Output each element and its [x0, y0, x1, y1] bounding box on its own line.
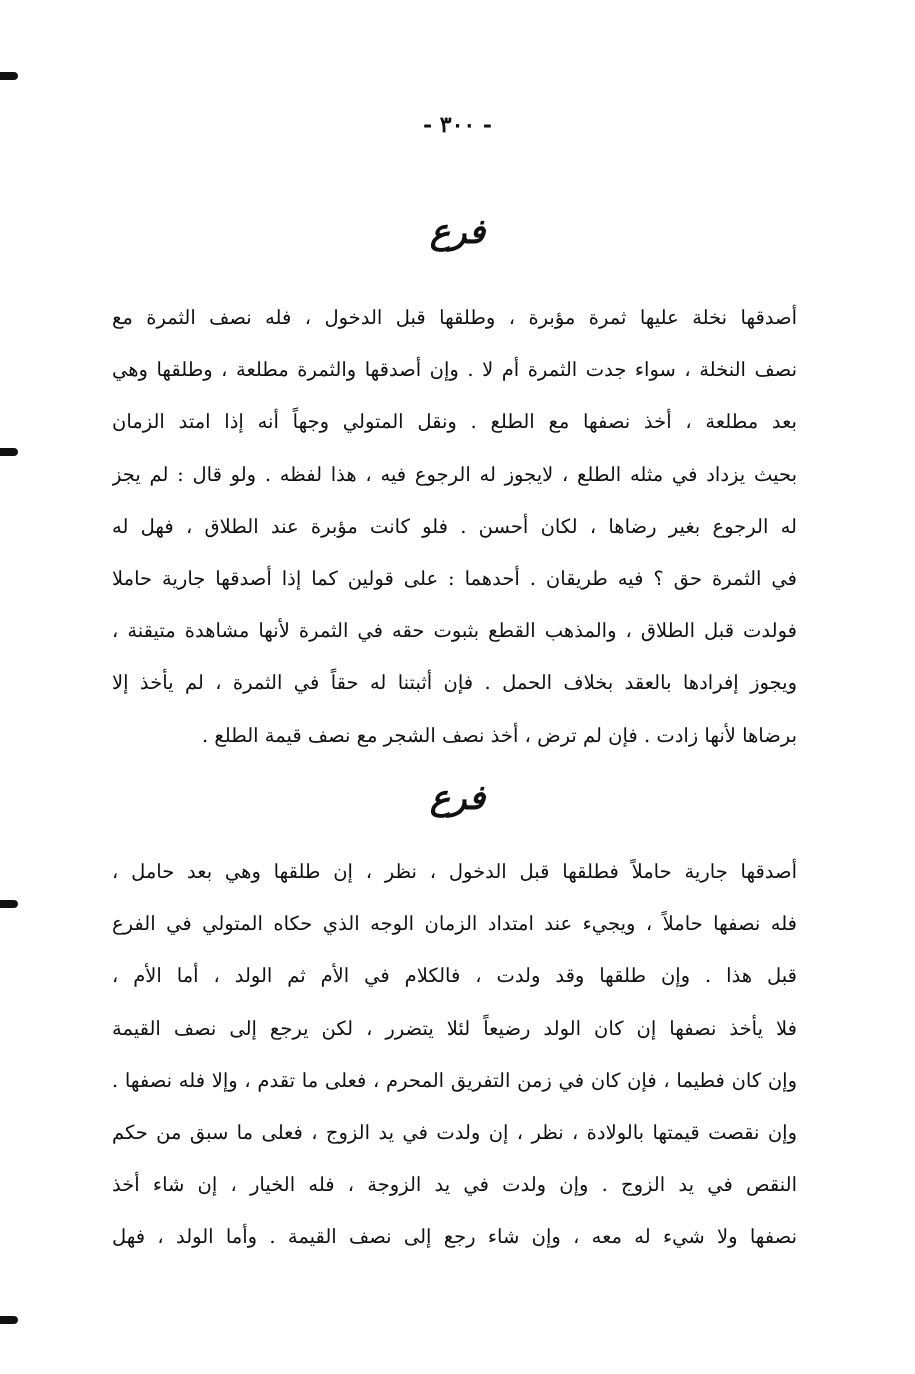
text-line: في الثمرة حق ؟ فيه طريقان . أحدهما : على قولين كما إذا أصدقها جارية حاملا	[112, 566, 797, 590]
section-heading: فرع	[429, 778, 486, 818]
page-number: - ٣٠٠ -	[422, 112, 493, 138]
text-line: فلا يأخذ نصفها إن كان الولد رضيعاً لئلا يتضرر ، لكن يرجع إلى نصف القيمة	[112, 1016, 797, 1040]
text-line: أصدقها نخلة عليها ثمرة مؤبرة ، وطلقها قبل الدخول ، فله نصف الثمرة مع	[112, 306, 797, 329]
text-line: وإن نقصت قيمتها بالولادة ، نظر ، إن ولدت في يد الزوج ، فعلى ما سبق من حكم	[112, 1120, 797, 1144]
scan-edge-mark	[0, 448, 18, 456]
section-heading: فرع	[429, 212, 486, 252]
text-line: ويجوز إفرادها بالعقد بخلاف الحمل . فإن أثبتنا له حقاً في الثمرة ، لم يأخذ إلا	[112, 671, 797, 695]
body-paragraph	[112, 846, 797, 1264]
text-line: بعد مطلعة ، أخذ نصفها مع الطلع . ونقل المتولي وجهاً أنه إذا امتد الزمان	[112, 410, 797, 434]
text-line: بحيث يزداد في مثله الطلع ، لايجوز له الرجوع فيه ، هذا لفظه . ولو قال : لم يجز	[112, 462, 797, 486]
text-line: له الرجوع بغير رضاها ، لكان أحسن . فلو كانت مؤبرة عند الطلاق ، فهل له	[112, 514, 797, 538]
text-line: فولدت قبل الطلاق ، والمذهب القطع بثبوت حقه في الثمرة لأنها مشاهدة متيقنة ،	[112, 619, 797, 643]
text-line: قبل هذا . وإن طلقها وقد ولدت ، فالكلام في الأم ثم الولد ، أما الأم ،	[112, 964, 797, 988]
scan-edge-mark	[0, 900, 18, 908]
body-paragraph	[112, 292, 797, 762]
scan-edge-mark	[0, 1316, 18, 1324]
text-line: أصدقها جارية حاملاً فطلقها قبل الدخول ، نظر ، إن طلقها وهي بعد حامل ،	[112, 860, 797, 883]
text-line: برضاها لأنها زادت . فإن لم ترض ، أخذ نصف الشجر مع نصف قيمة الطلع .	[202, 723, 797, 747]
text-line: فله نصفها حاملاً ، ويجيء عند امتداد الزمان الوجه الذي حكاه المتولي في الفرع	[112, 912, 797, 936]
text-line: النقص في يد الزوج . وإن ولدت في يد الزوجة ، فله الخيار ، إن شاء أخذ	[112, 1173, 797, 1197]
scan-edge-mark	[0, 72, 18, 80]
text-line: نصف النخلة ، سواء جدت الثمرة أم لا . وإن أصدقها والثمرة مطلعة ، وطلقها وهي	[112, 358, 797, 382]
text-line: نصفها ولا شيء له معه ، وإن شاء رجع إلى نصف القيمة . وأما الولد ، فهل	[112, 1225, 797, 1249]
text-line: وإن كان فطيما ، فإن كان في زمن التفريق المحرم ، فعلى ما تقدم ، وإلا فله نصفها .	[112, 1068, 797, 1092]
